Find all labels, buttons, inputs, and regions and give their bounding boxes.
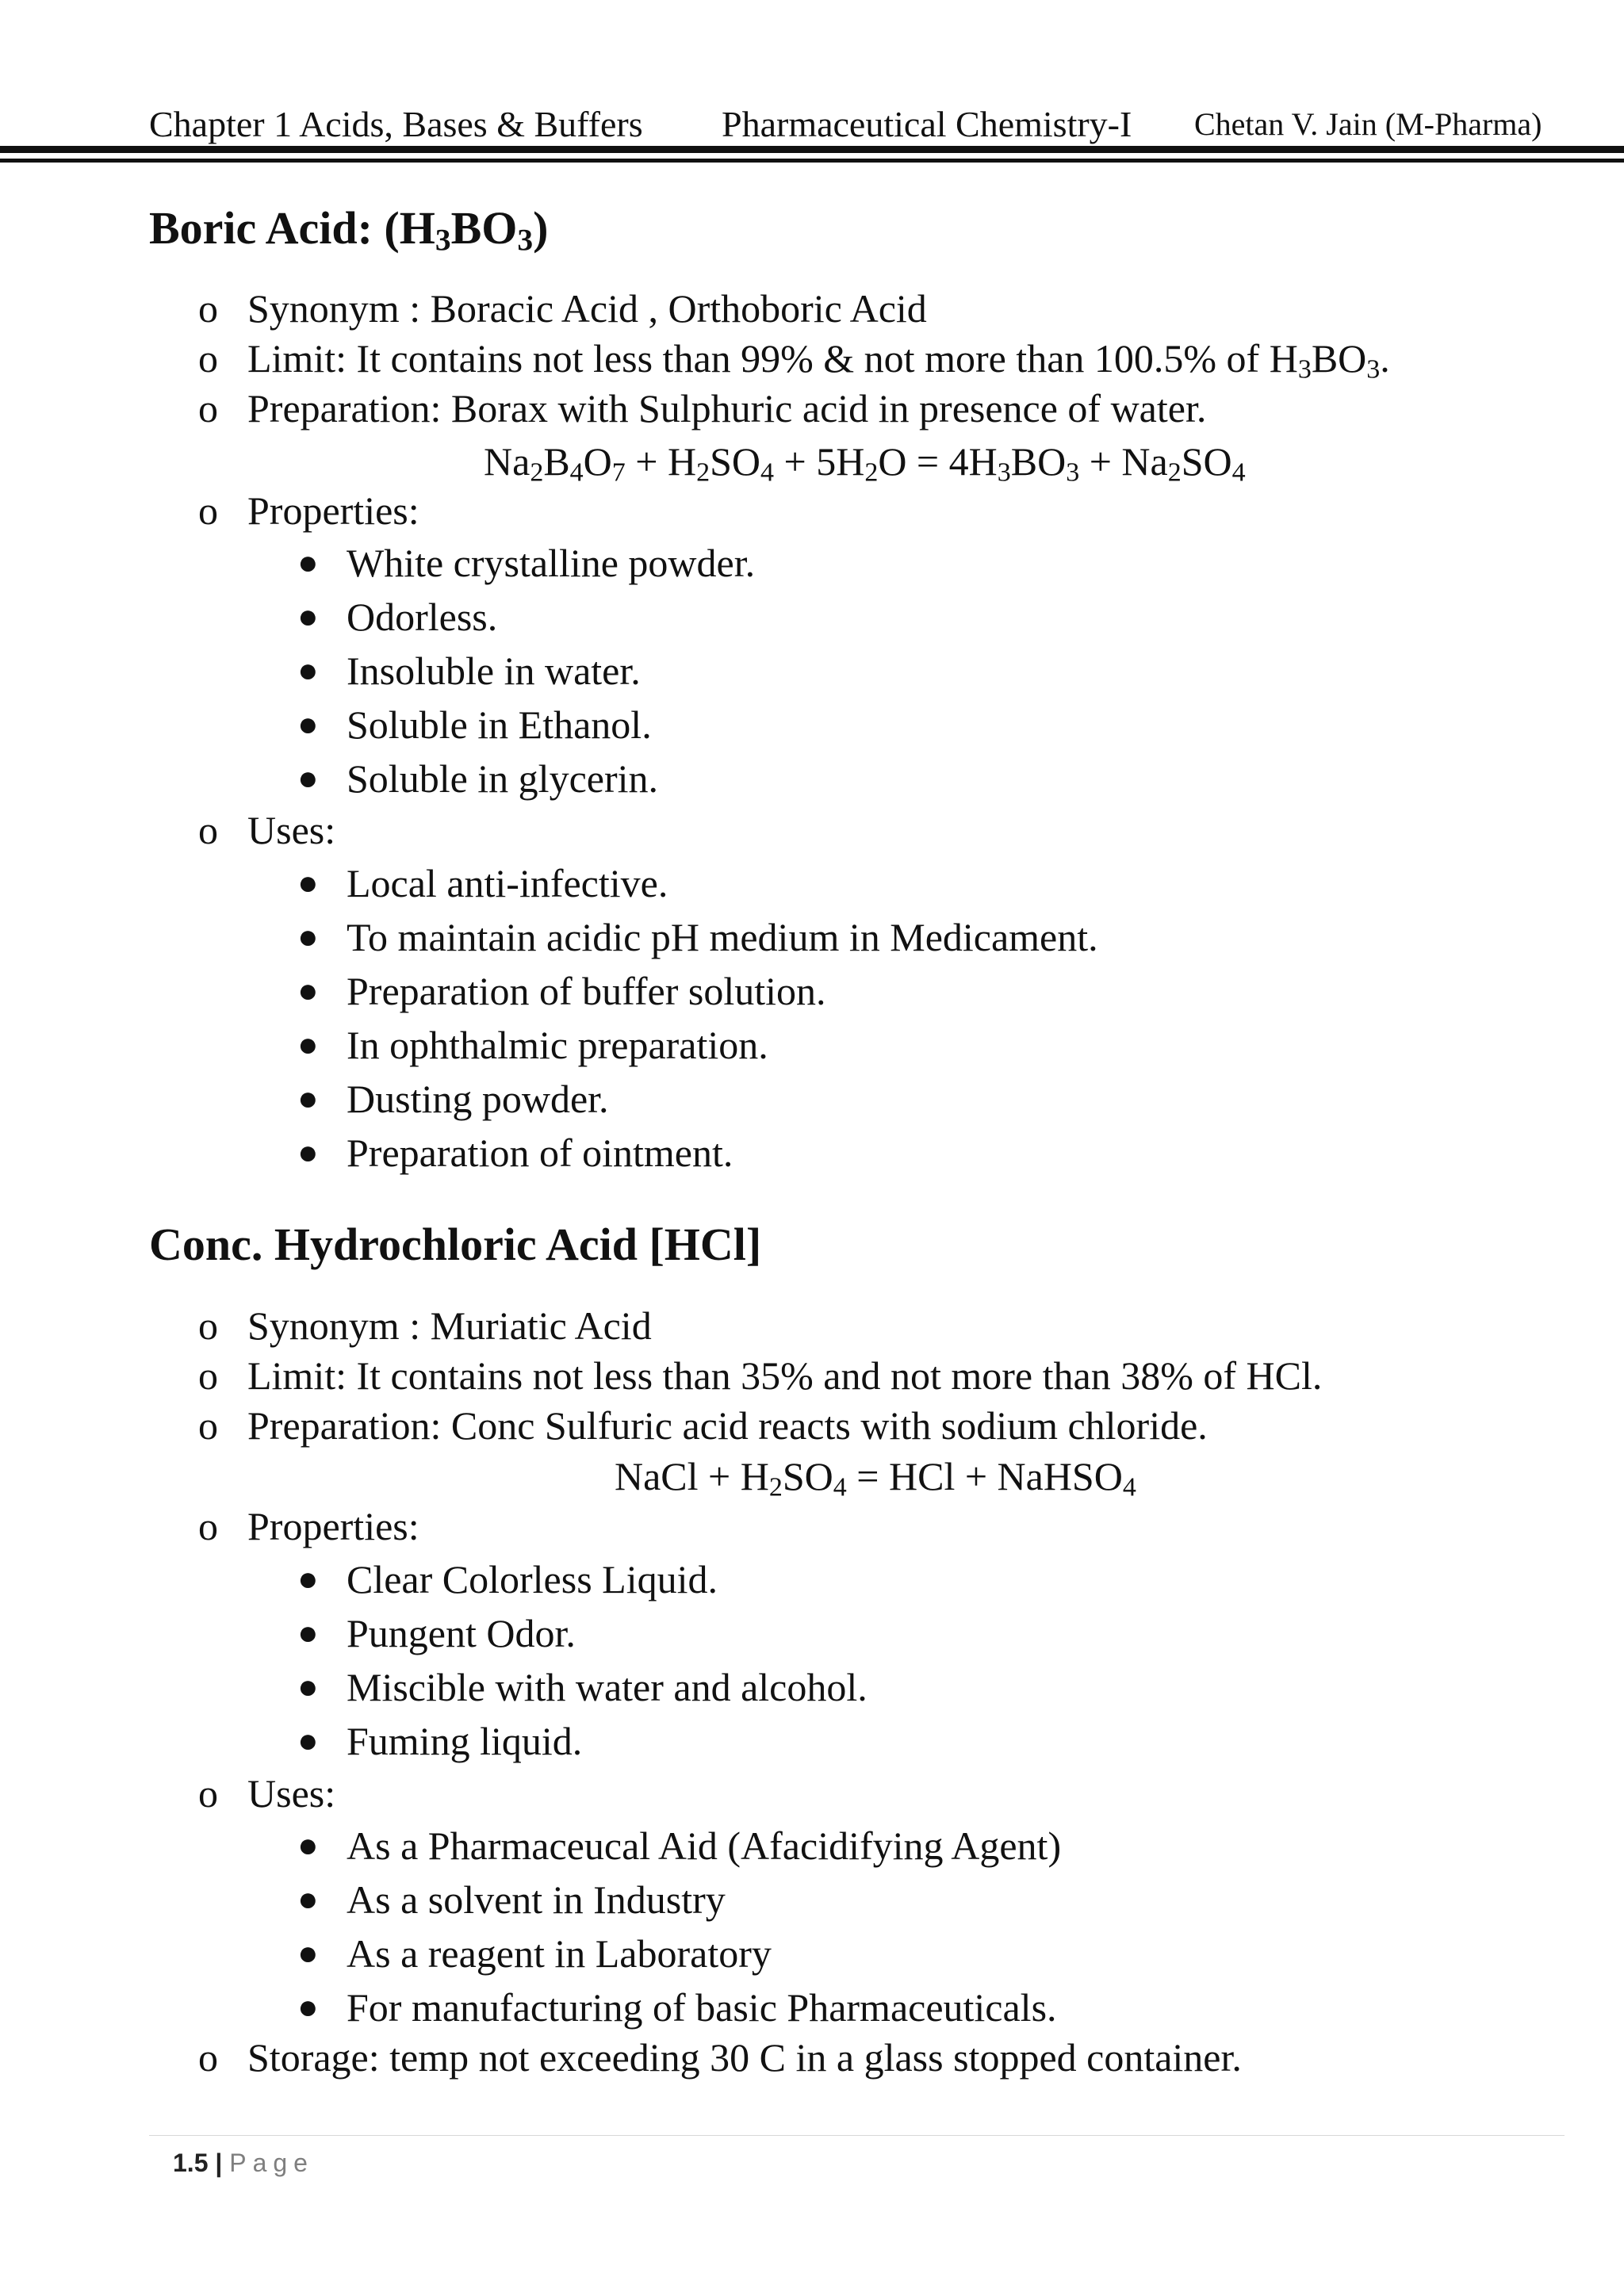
page-header [149, 97, 1561, 152]
header-subject: Pharmaceutical Chemistry-I [722, 104, 1132, 144]
page-footer [173, 2144, 314, 2182]
footer-rule [149, 2135, 1565, 2136]
footer-separator: | [215, 2149, 223, 2177]
page-label: Page [229, 2149, 314, 2177]
page-number: 1.5 [173, 2149, 209, 2177]
header-rule-thick [0, 146, 1624, 153]
hcl-equation: NaCl + $H_2SO_4$ = HCl + NaHSO$_4$ [615, 1454, 1136, 1502]
header-author: Chetan V. Jain (M-Pharma) [1194, 106, 1542, 142]
boric-equation: $Na_2B_4O_7 + H_2SO_4 + 5H_2O = 4H_3BO_3 + Na_2SO_4$ [484, 439, 1246, 488]
header-rule-thin [0, 159, 1624, 163]
boric-acid-heading: Boric Acid: $(H_3BO_3)$ [149, 202, 549, 258]
hcl-heading: Conc. Hydrochloric Acid [HCl] [149, 1219, 762, 1270]
header-chapter: Chapter 1 Acids, Bases & Buffers [149, 104, 643, 144]
